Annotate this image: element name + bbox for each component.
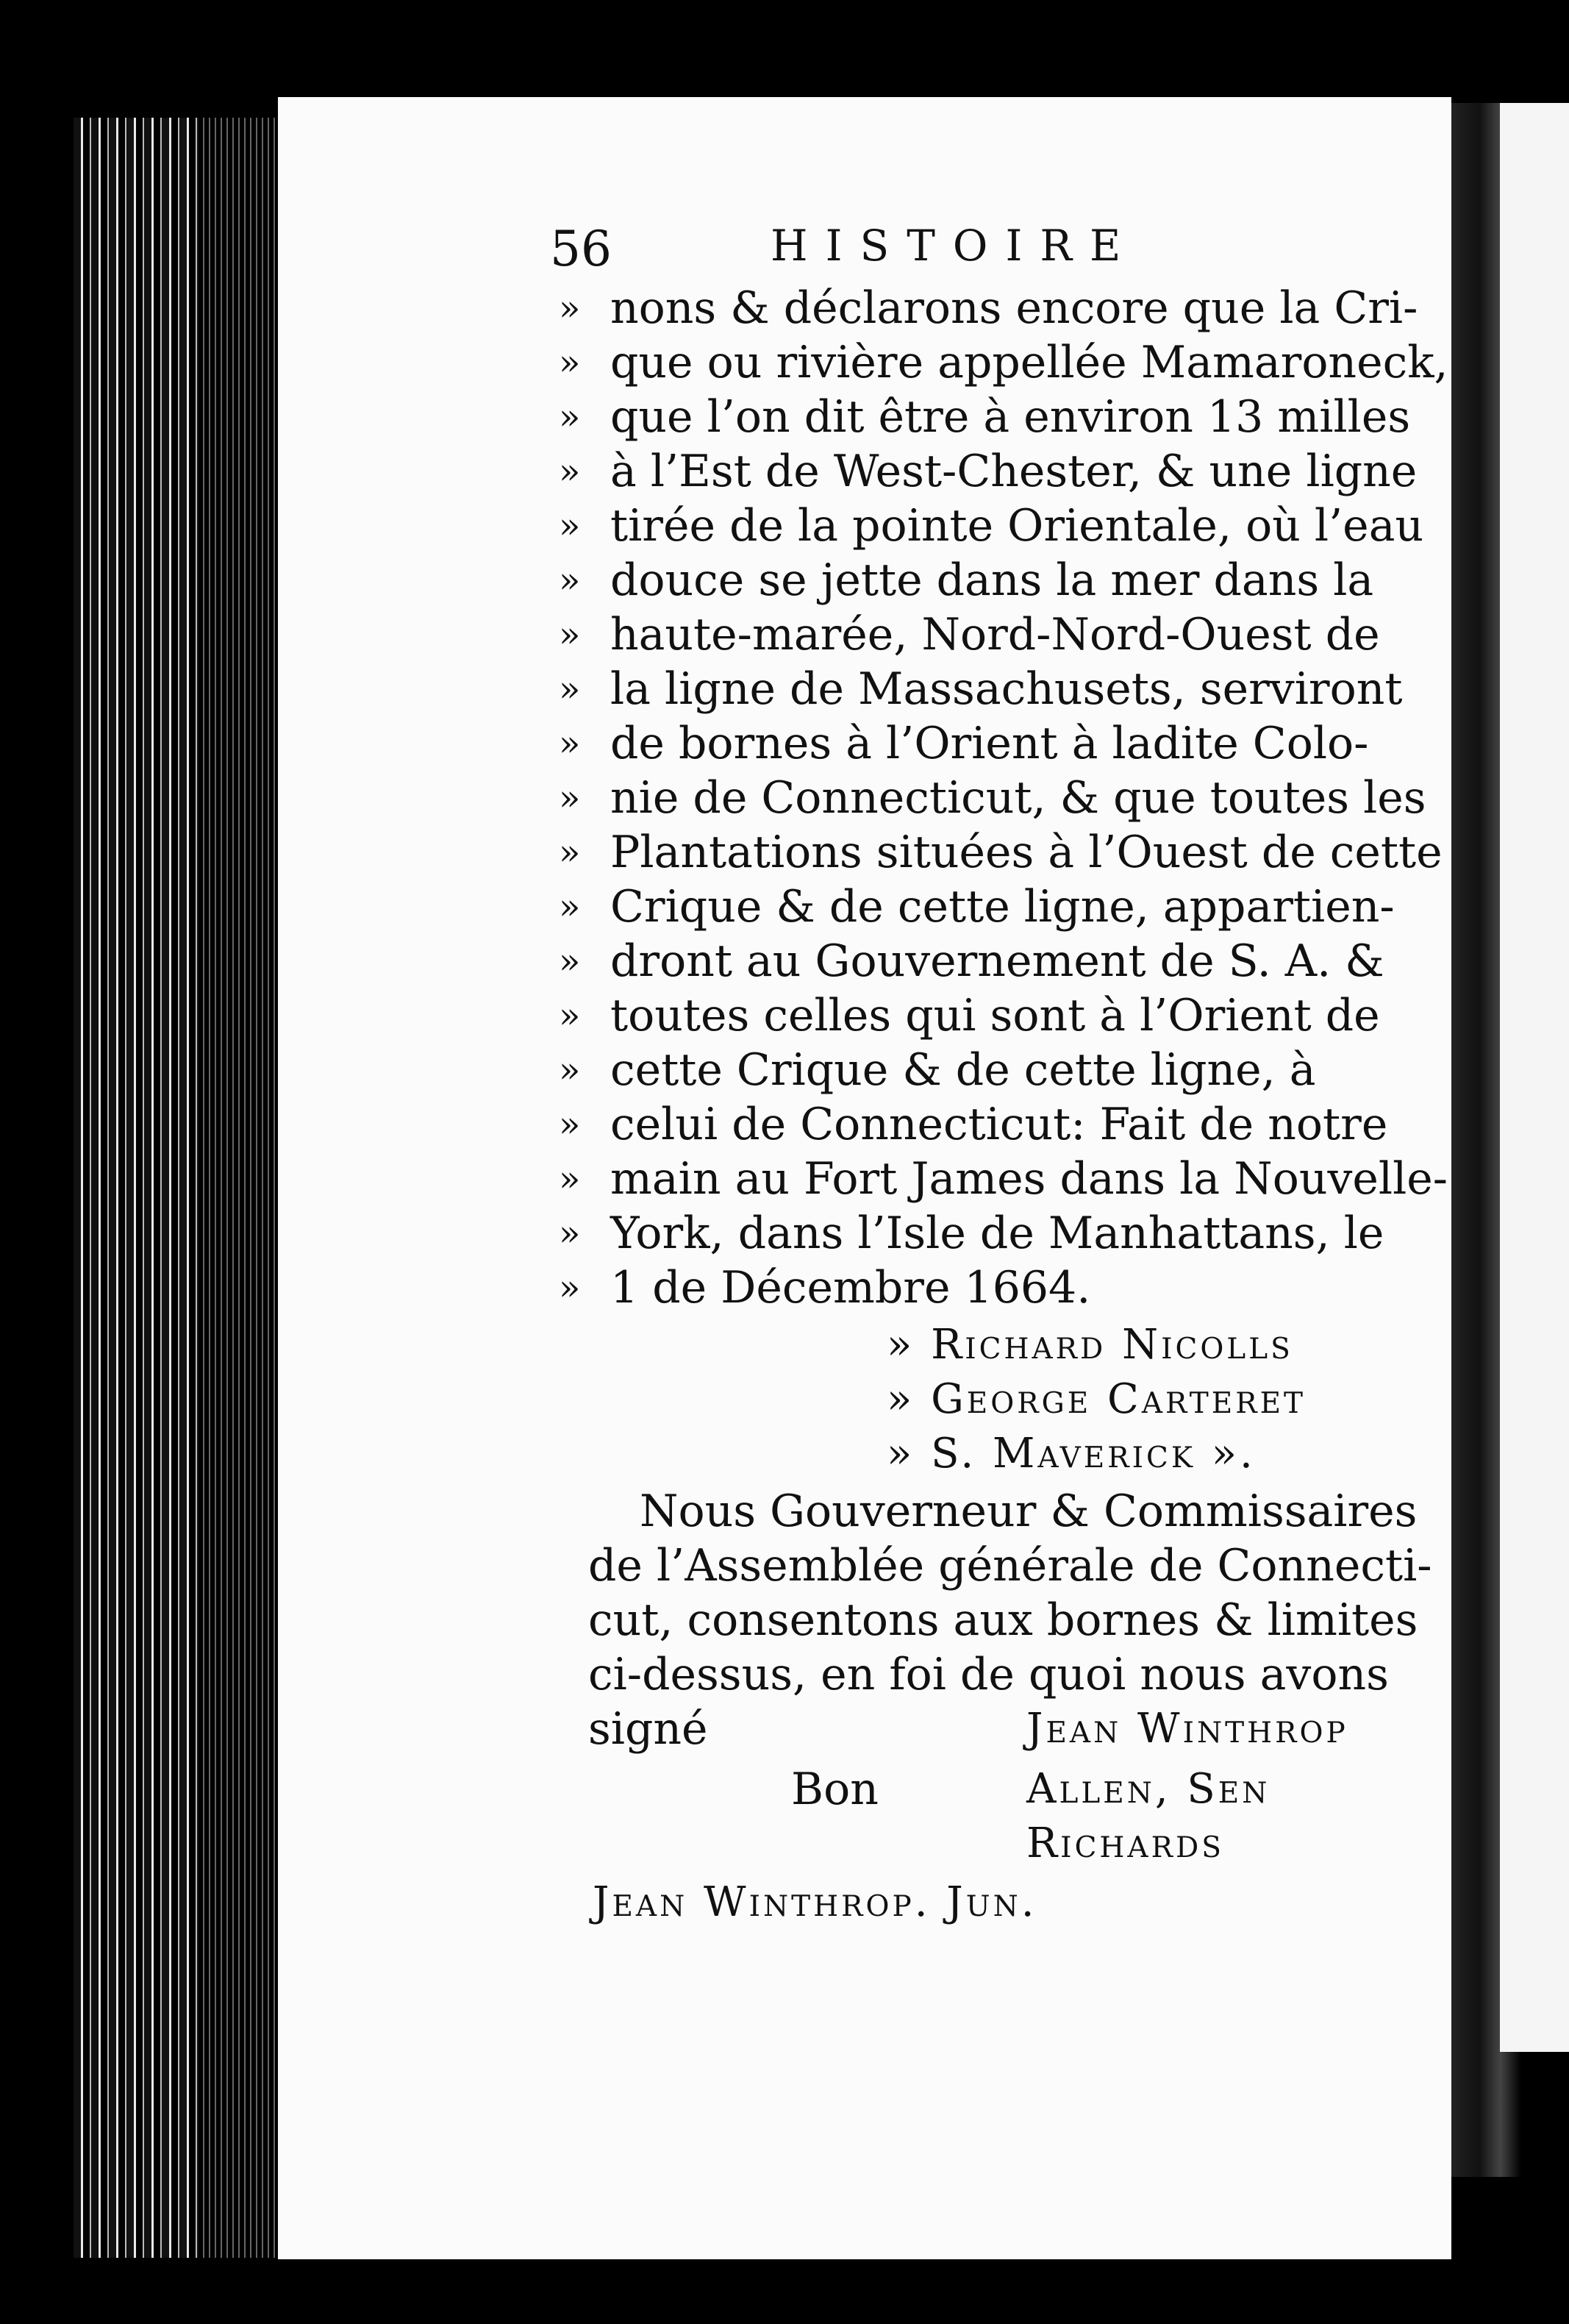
signatory-s-maverick: » S. Maverick ». [887,1430,1256,1478]
quoted-line: » nie de Connecticut, & que toutes les [559,772,1426,824]
adjacent-page-edge [1500,103,1569,2052]
page-header [550,221,1212,279]
quoted-line: » main au Fort James dans la Nouvelle- [559,1153,1448,1205]
quoted-line: » toutes celles qui sont à l’Orient de [559,990,1380,1041]
paragraph-line: cut, consentons aux bornes & limites [588,1594,1418,1646]
running-title: HISTOIRE [771,221,1139,271]
quoted-line: » dront au Gouvernement de S. A. & [559,935,1384,987]
quoted-line: » nons & déclarons encore que la Cri- [559,282,1418,334]
quoted-line: » à l’Est de West-Chester, & une ligne [559,446,1418,497]
paragraph-line: de l’Assemblée générale de Connecti- [588,1540,1432,1591]
paragraph-line: ci-dessus, en foi de quoi nous avons [588,1649,1389,1700]
quoted-line: » Plantations situées à l’Ouest de cette [559,827,1443,878]
quoted-line: » que l’on dit être à environ 13 milles [559,391,1411,443]
quoted-line: » douce se jette dans la mer dans la [559,555,1374,606]
quoted-line: » 1 de Décembre 1664. [559,1262,1091,1314]
signatory-george-carteret: » George Carteret [887,1375,1307,1423]
signatory-jean-winthrop-jun: Jean Winthrop. Jun. [593,1878,1037,1926]
quoted-line: » Crique & de cette ligne, appartien- [559,881,1395,933]
quoted-line: » de bornes à l’Orient à ladite Colo- [559,718,1369,769]
page-stack-shadow [199,118,279,2258]
quoted-line: » haute-marée, Nord-Nord-Ouest de [559,609,1380,660]
quoted-line: » celui de Connecticut: Fait de notre [559,1099,1388,1150]
bon-label: Bon [791,1764,879,1815]
signatory-jean-winthrop: Jean Winthrop [1026,1705,1348,1753]
quoted-line: » tirée de la pointe Orientale, où l’eau [559,500,1424,552]
quoted-line: » cette Crique & de cette ligne, à [559,1044,1316,1096]
quoted-line: » la ligne de Massachusets, serviront [559,663,1403,715]
page-number: 56 [550,221,612,277]
quoted-line: » que ou rivière appellée Mamaroneck, [559,337,1448,388]
quoted-line: » York, dans l’Isle de Manhattans, le [559,1208,1384,1259]
paragraph-line: Nous Gouverneur & Commissaires [640,1486,1418,1537]
signatory-richard-nicolls: » Richard Nicolls [887,1321,1293,1369]
signatory-richards: Richards [1026,1819,1224,1867]
signed-label: signé [588,1703,708,1755]
signatory-allen-sen: Allen, Sen [1026,1765,1270,1813]
